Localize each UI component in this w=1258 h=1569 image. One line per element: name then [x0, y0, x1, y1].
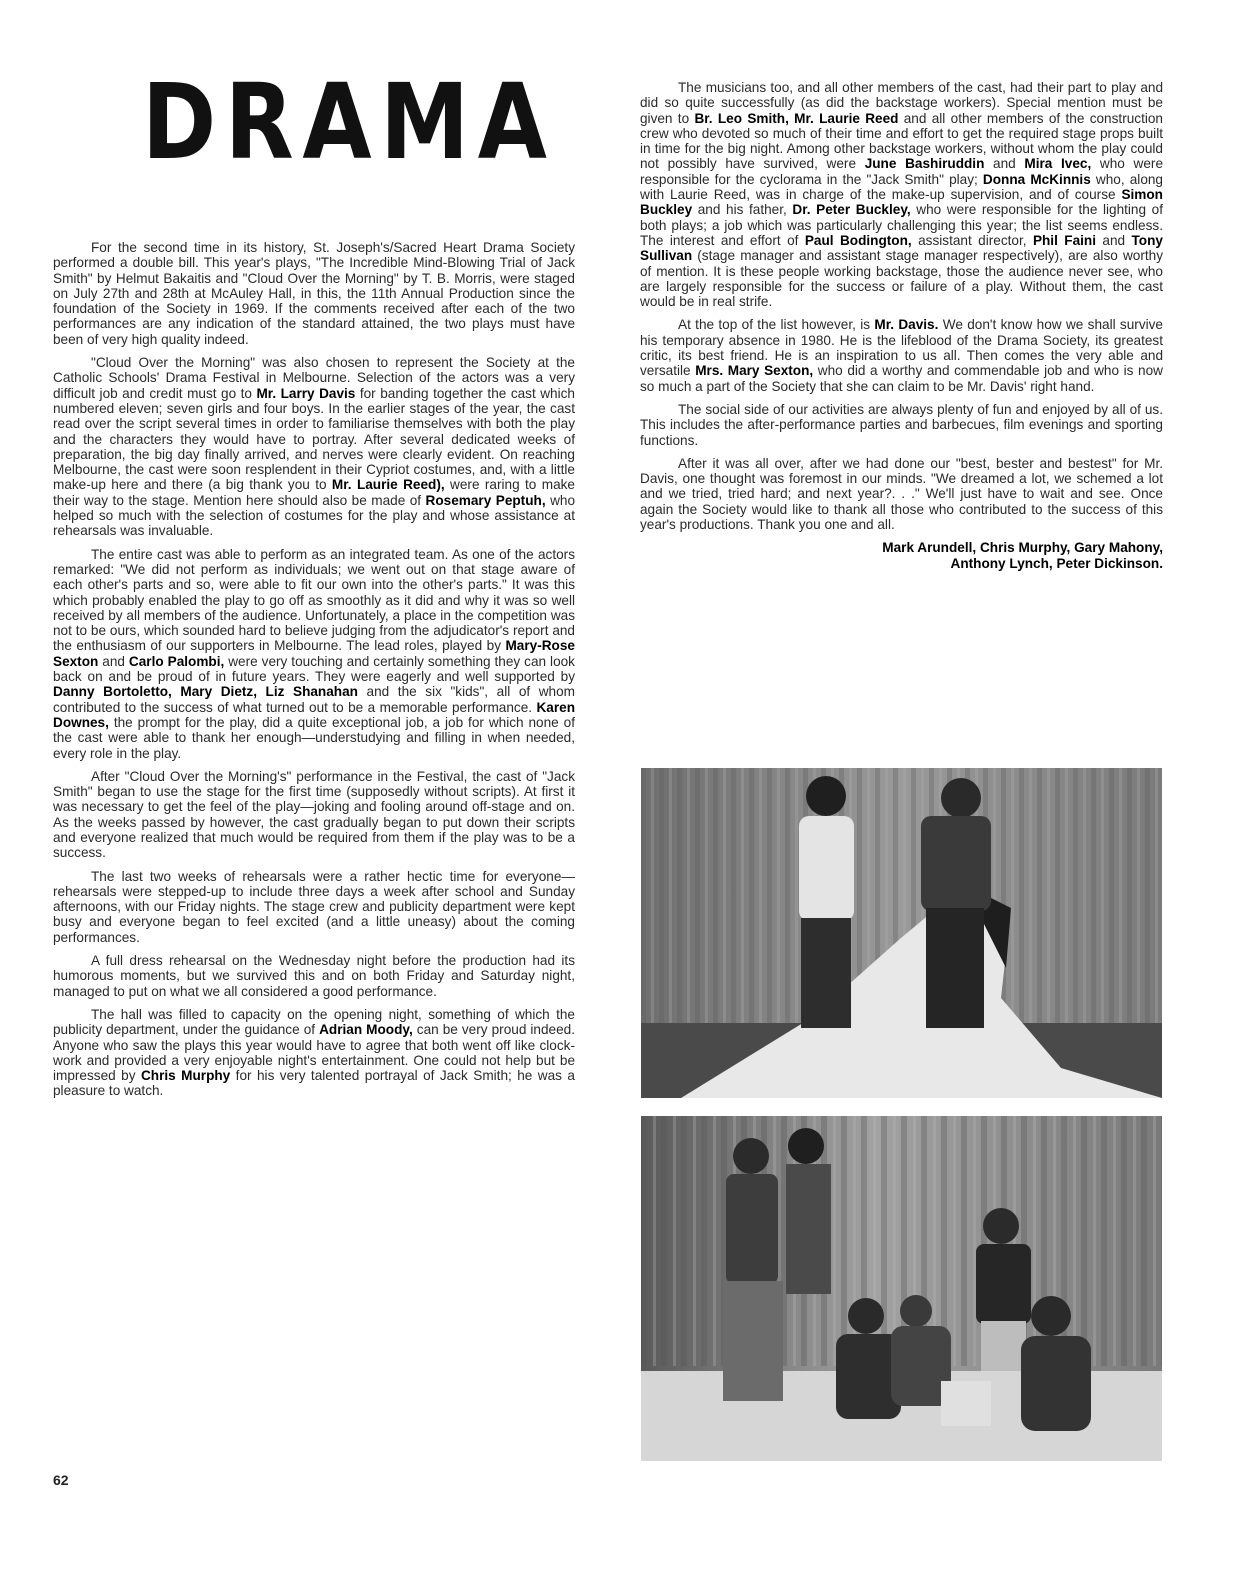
bold-name: Phil Faini	[1032, 232, 1096, 248]
bold-name: Mira Ivec,	[1024, 156, 1092, 172]
paragraph: For the second time in its history, St. Joseph's/Sacred Heart Drama Society performed a double bill. This year's plays, "The Incredible Mind-Blowing Trial of Jack Smith" by Helmut Bakaitis and "Cloud Over the Morning" by T. B. Morris, were staged on July 27th and 28th at McAuley Hall, in this, the 11th Annual Production since the foundation of the Society in 1969. If the comments received after each of the two performances are any indication of the standard attained, the two plays must have been of very high quality indeed.	[53, 240, 575, 347]
stage-photo-group	[641, 1116, 1162, 1461]
paragraph: The social side of our activities are always plenty of fun and enjoyed by all of us. This includes the after-performance parties and barbecues, film evenings and sporting functions.	[640, 401, 1163, 448]
author-signature	[640, 540, 1163, 572]
signature-line-1: Mark Arundell, Chris Murphy, Gary Mahony,	[882, 540, 1163, 556]
bold-name: Chris Murphy	[140, 1068, 231, 1084]
stage-photo-two-actors	[641, 768, 1162, 1098]
bold-name: Mr. Laurie Reed),	[331, 477, 445, 493]
bold-name: Carlo Palombi,	[128, 653, 225, 669]
bold-name: June Bashiruddin	[864, 156, 985, 172]
paragraph: The hall was filled to capacity on the opening night, something of which the publicity department, under the guidance of Adrian Moody, can be very proud indeed. Anyone who saw the plays this year would have to agree that both went off like clock-work and provided a very enjoyable night's entertainment. One could not help but be impressed by Chris Murphy for his very talented portrayal of Jack Smith; he was a pleasure to watch.	[53, 1006, 576, 1099]
page-number: 62	[53, 1472, 69, 1488]
paragraph: "Cloud Over the Morning" was also chosen to represent the Society at the Catholic Schools' Drama Festival in Melbourne. Selection of the actors was a very difficult job and credit must go to Mr. Larry Davis for banding together the cast which numbered eleven; seven girls and four boys. In the earlier stages of the year, the cast read over the script several times in order to familiarise themselves with both the play and the characters they would have to portray. After several dedicated weeks of preparation, the big day finally arrived, and nerves were clearly evident. On reaching Melbourne, the cast were soon resplendent in their Cypriot costumes, and, with a little make-up here and there (a big thank you to Mr. Laurie Reed), were raring to make their way to the stage. Mention here should also be made of Rosemary Peptuh, who helped so much with the selection of costumes for the play and whose assistance at rehearsals was invaluable.	[53, 355, 576, 539]
signature-line-2: Anthony Lynch, Peter Dickinson.	[950, 556, 1163, 572]
bold-name: Karen Downes,	[53, 699, 575, 730]
bold-name: Dr. Peter Buckley,	[792, 202, 911, 218]
paragraph: After "Cloud Over the Morning's" performance in the Festival, the cast of "Jack Smith" began to use the stage for the first time (supposedly without scripts). At first it was necessary to get the feel of the play—joking and fooling around off-stage and on. As the weeks passed by however, the cast gradually began to put down their scripts and everyone realized that much would be required from them if the play was to be a success.	[53, 768, 575, 861]
bold-name: Danny Bortoletto, Mary Dietz, Liz Shanahan	[53, 684, 358, 700]
paragraph: After it was all over, after we had done our "best, bester and bestest" for Mr. Davis, one thought was foremost in our minds. "We dreamed a lot, we schemed a lot and we tried, tried hard; and next year?. . ." We'll just have to wait and see. Once again the Society would like to thank all those who contributed to the success of this year's productions. Thank you one and all.	[640, 455, 1163, 533]
photo-image	[641, 768, 1162, 1098]
paragraph: A full dress rehearsal on the Wednesday night before the production had its humorous moments, but we survived this and on both Friday and Saturday night, managed to put on what we all considered a good performance.	[53, 953, 575, 999]
right-column	[640, 80, 1163, 572]
photo-image	[641, 1116, 1162, 1461]
right-column-body	[640, 80, 1163, 532]
left-column	[53, 240, 575, 1107]
paragraph: At the top of the list however, is Mr. Davis. We don't know how we shall survive his temporary absence in 1980. He is the lifeblood of the Drama Society, its greatest critic, its best friend. He is an inspiration to us all. Then comes the very able and versatile Mrs. Mary Sexton, who did a worthy and commendable job and who is now so much a part of the Society that she can claim to be Mr. Davis' right hand.	[640, 317, 1163, 394]
bold-name: Mary-Rose Sexton	[53, 638, 575, 669]
bold-name: Br. Leo Smith, Mr. Laurie Reed	[694, 110, 899, 126]
paragraph: The last two weeks of rehearsals were a rather hectic time for everyone—rehearsals were stepped-up to include three days a week after school and Sunday afternoons, with our Friday nights. The stage crew and publicity department were kept busy and everyone began to feel excited (and a little uneasy) about the coming performances.	[53, 868, 575, 945]
bold-name: Paul Bodington,	[804, 232, 912, 248]
bold-name: Simon Buckley	[640, 187, 1163, 218]
bold-name: Tony Sullivan	[640, 232, 1163, 264]
bold-name: Donna McKinnis	[982, 171, 1091, 187]
bold-name: Rosemary Peptuh,	[425, 492, 546, 508]
bold-name: Mr. Davis.	[874, 317, 939, 333]
bold-name: Mr. Larry Davis	[256, 385, 356, 401]
page-title: DRAMA	[142, 61, 556, 183]
paragraph: The musicians too, and all other members of the cast, had their part to play and did so quite successfully (as did the backstage workers). Special mention must be given to Br. Leo Smith, Mr. Laurie Reed and all other members of the construction crew who devoted so much of their time and effort to get the required stage props built in time for the big night. Among other backstage workers, without whom the play could not possibly have survived, were June Bashiruddin and Mira Ivec, who were responsible for the cyclorama in the "Jack Smith" play; Donna McKinnis who, along with Laurie Reed, was in charge of the make-up supervision, and of course Simon Buckley and his father, Dr. Peter Buckley, who were responsible for the lighting of both plays; a job which was particularly challenging this year; the list seems endless. The interest and effort of Paul Bodington, assistant director, Phil Faini and Tony Sullivan (stage manager and assistant stage manager respectively), are also worthy of mention. It is these people working backstage, those the audience never see, who are largely responsible for the success or failure of a play. Without them, the cast would be in real strife.	[640, 80, 1163, 310]
paragraph: The entire cast was able to perform as an integrated team. As one of the actors remarked: "We did not perform as individuals; we went out on that stage aware of each other's parts and so, were able to fit our own into the other's parts." It was this which probably enabled the play to go off as smoothly as it did and why it was so well received by all members of the audience. Unfortunately, a place in the competition was not to be ours, which sounded hard to believe judging from the adjudicator's report and the enthusiasm of our supporters in Melbourne. The lead roles, played by Mary-Rose Sexton and Carlo Palombi, were very touching and certainly something they can look back on and be proud of in future years. They were eagerly and well supported by Danny Bortoletto, Mary Dietz, Liz Shanahan and the six "kids", all of whom contributed to the success of what turned out to be a memorable performance. Karen Downes, the prompt for the play, did a quite exceptional job, a job for which none of the cast were able to thank her enough—understudying and filling in when needed, every role in the play.	[53, 546, 575, 761]
bold-name: Adrian Moody,	[319, 1022, 413, 1038]
bold-name: Mrs. Mary Sexton,	[695, 363, 814, 379]
